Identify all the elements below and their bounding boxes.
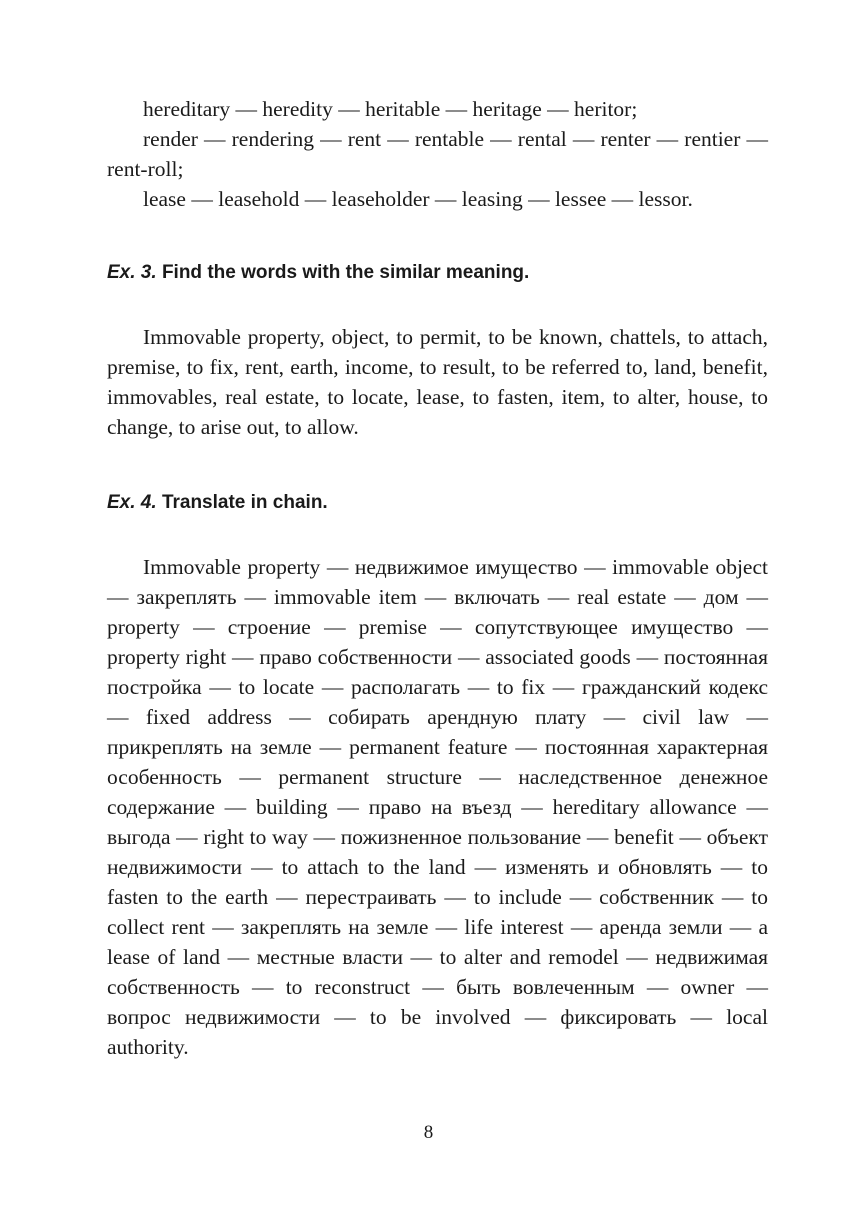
- exercise-4-label: Ex. 4.: [107, 492, 157, 513]
- exercise-3-text: Immovable property, object, to permit, to be known, chattels, to attach, premise, to fix, rent, earth, income, to result, to be referred to, land, benefit, immovables, real estate, to locate, lease, to fasten, item, to alter, house, to change, to arise out, to allow.: [107, 325, 768, 439]
- word-family-lease: lease — leasehold — leaseholder — leasing — lessee — lessor.: [143, 187, 693, 211]
- page-content: [107, 94, 768, 1062]
- word-family-hereditary: hereditary — heredity — heritable — heritage — heritor;: [143, 97, 638, 121]
- exercise-3-label: Ex. 3.: [107, 262, 157, 283]
- exercise-3-heading: [107, 261, 768, 285]
- exercise-3-title: Find the words with the similar meaning.: [161, 262, 530, 283]
- exercise-4-text: Immovable property — недвижимое имущество — immovable object — закреплять — immovable item — включать — real estate — дом — property — строение — premise — сопутствующее имущество — property right — право собственности — associated goods — постоянная постройка — to locate — располагать — to fix — гражданский кодекс — fixed address — собирать арендную плату — civil law — прикреплять на земле — permanent feature — постоянная характерная особенность — permanent structure — наследственное денежное содержание — building — право на въезд — hereditary allowance — выгода — right to way — пожизненное пользование — benefit — объект недвижимости — to attach to the land — изменять и обновлять — to fasten to the earth — перестраивать — to include — собственник — to collect rent — закреплять на земле — life interest — аренда земли — a lease of land — местные власти — to alter and remodel — недвижимая собственность — to reconstruct — быть вовлеченным — owner — вопрос недвижимости — to be involved — фиксировать — local authority.: [107, 555, 768, 1059]
- exercise-4-heading: [107, 491, 768, 515]
- page-number: 8: [423, 1122, 434, 1143]
- word-families: [107, 94, 768, 214]
- word-family-render: render — rendering — rent — rentable — rental — renter — rentier — rent-roll;: [107, 127, 768, 181]
- exercise-4-title: Translate in chain.: [161, 492, 328, 513]
